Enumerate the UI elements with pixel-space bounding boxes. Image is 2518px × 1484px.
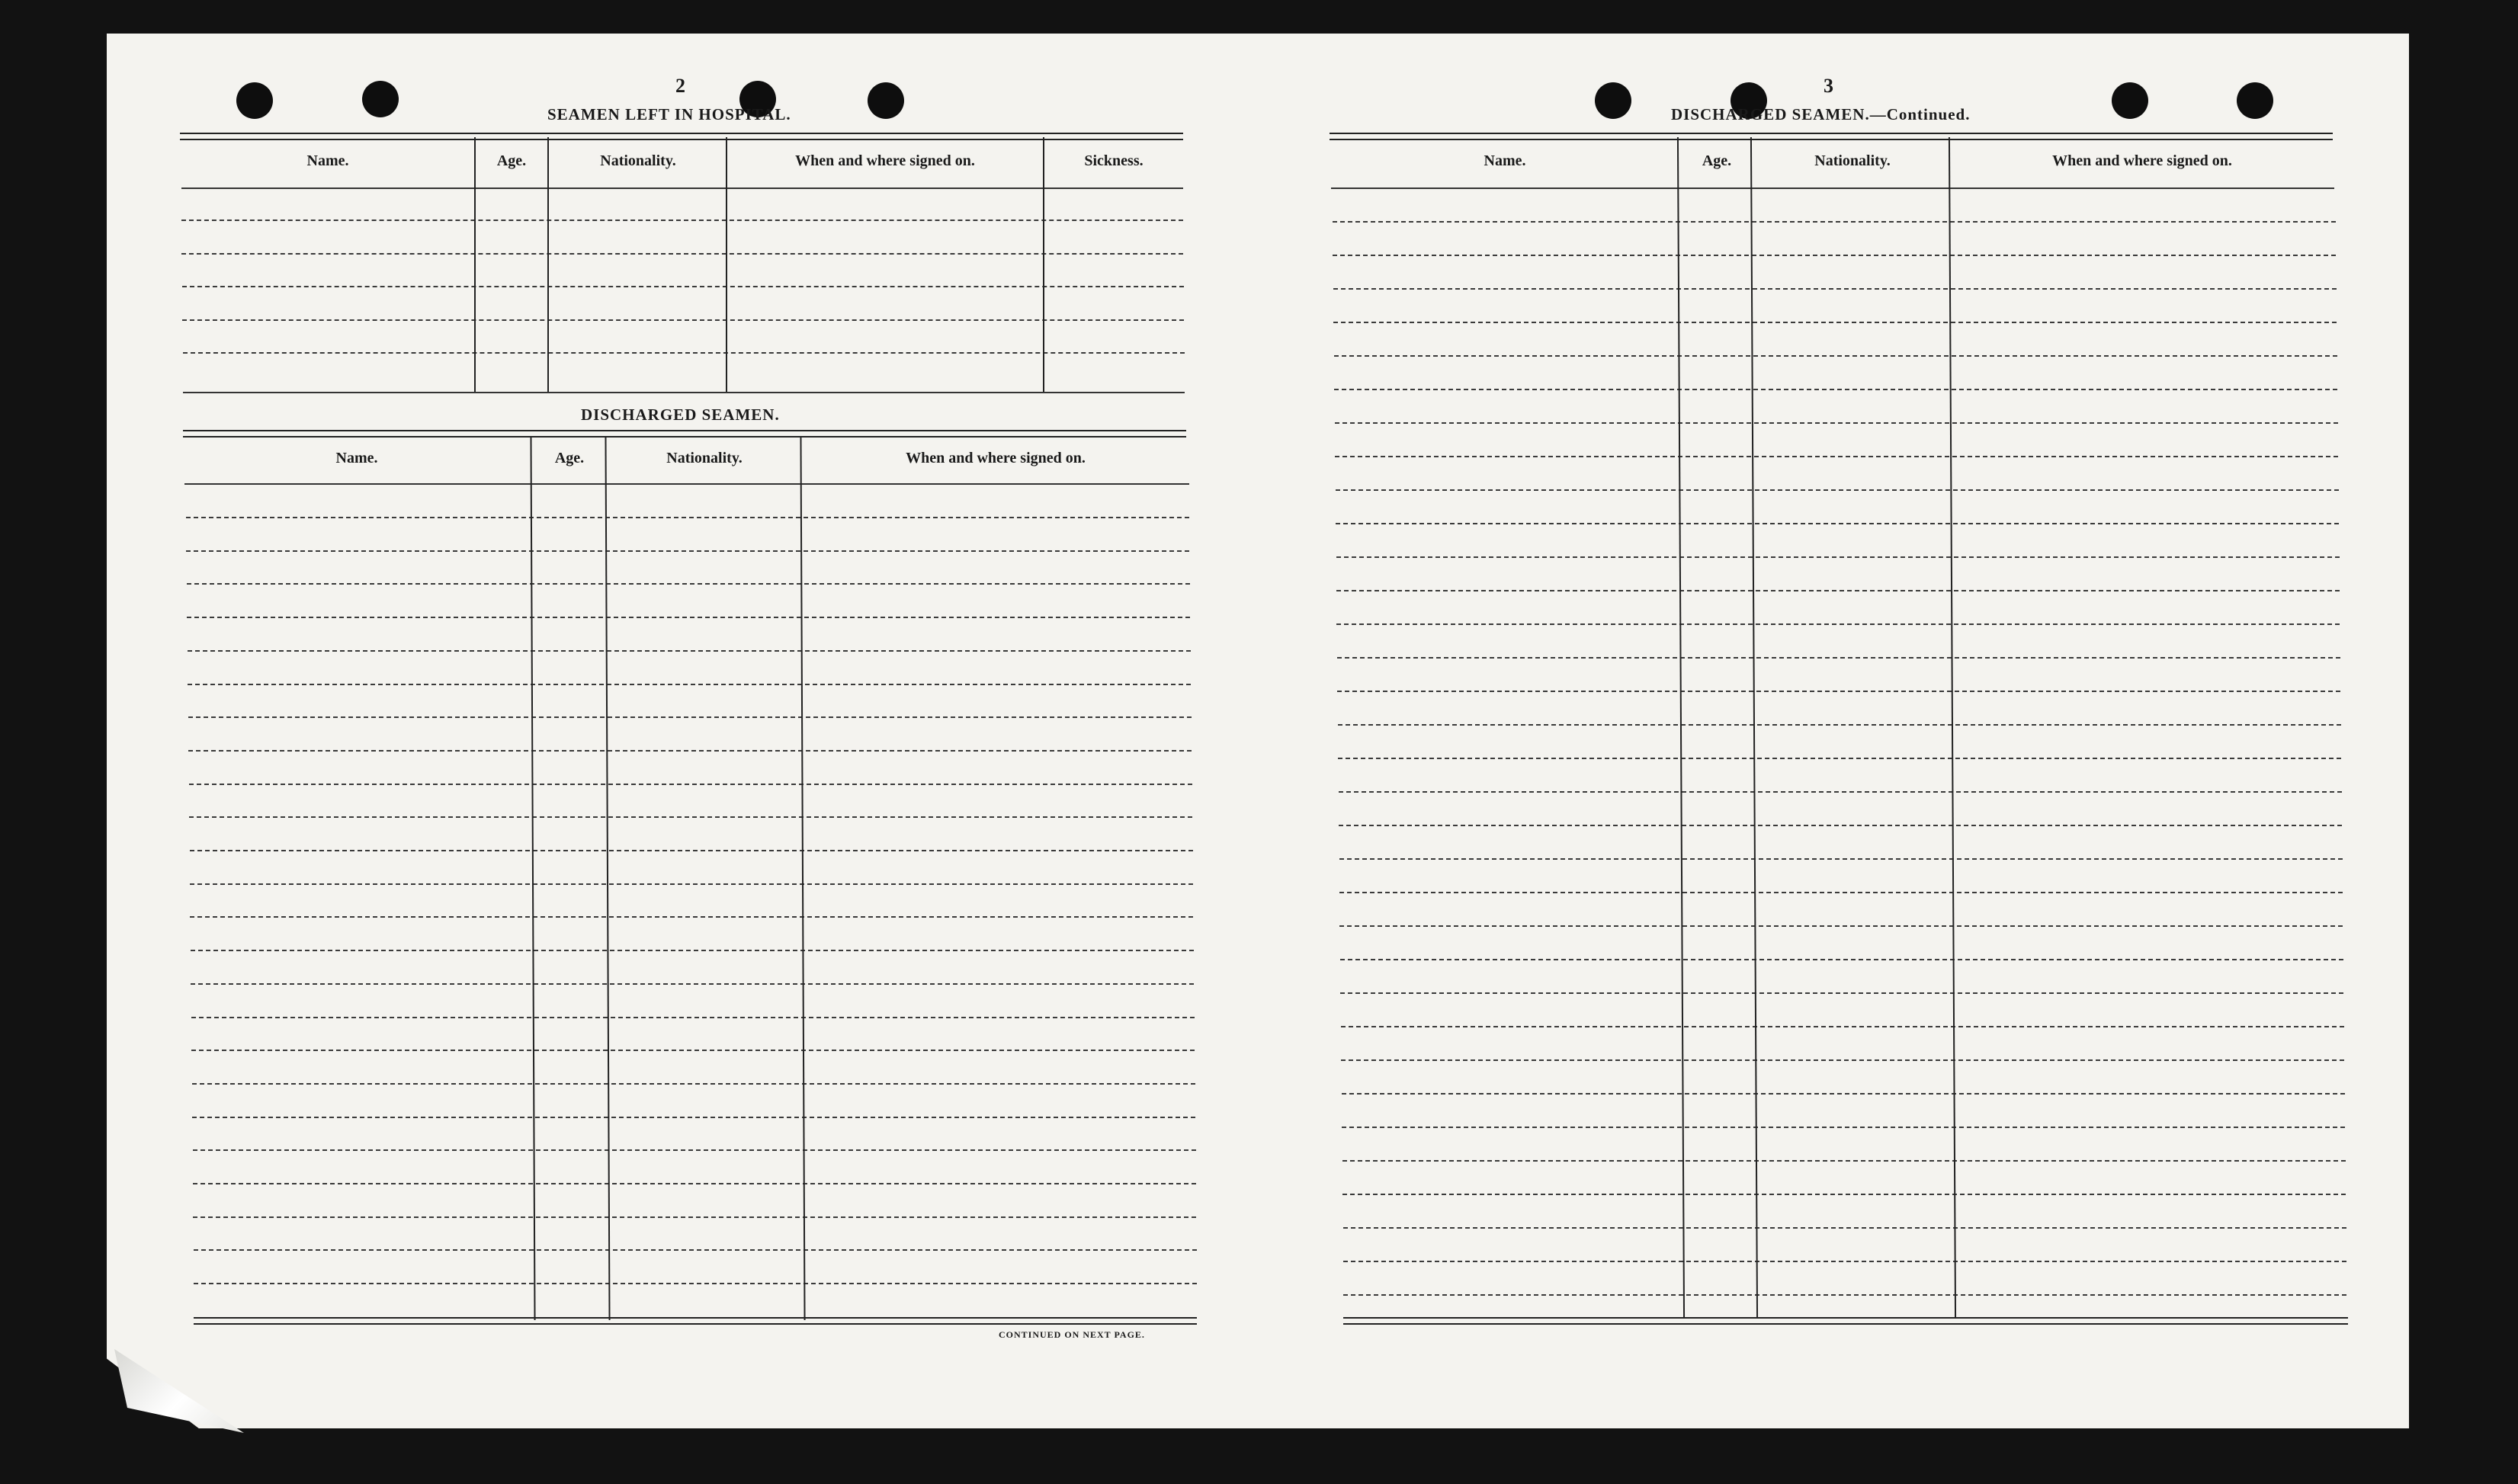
blank-entry-line [192, 1117, 1195, 1118]
hospital-section-title: SEAMEN LEFT IN HOSPITAL. [547, 105, 791, 123]
blank-entry-line [1336, 590, 2340, 591]
blank-entry-line [193, 1183, 1196, 1184]
blank-entry-line [191, 1050, 1195, 1051]
blank-entry-line [1341, 1026, 2344, 1027]
blank-entry-line [1339, 925, 2343, 927]
blank-entry-line [188, 750, 1192, 752]
blank-entry-line [189, 784, 1192, 785]
blank-entry-line [1333, 288, 2337, 290]
continued-note: CONTINUED ON NEXT PAGE. [999, 1329, 1145, 1340]
blank-entry-line [1335, 456, 2338, 457]
blank-entry-line [191, 1017, 1195, 1018]
hospital-col-name: Name. [306, 152, 349, 169]
blank-entry-line [188, 716, 1192, 718]
discharged-section-title: DISCHARGED SEAMEN. [581, 405, 780, 424]
blank-entry-line [1340, 959, 2343, 960]
blank-entry-line [186, 550, 1189, 552]
blank-entry-line [182, 286, 1184, 287]
right-bottom-rule [1343, 1317, 2348, 1325]
blank-entry-line [1342, 1160, 2346, 1162]
hospital-col-age: Age. [496, 152, 527, 169]
blank-entry-line [190, 850, 1193, 851]
hospital-divider [474, 137, 476, 392]
blank-entry-line [1336, 489, 2339, 491]
blank-entry-line [190, 916, 1193, 918]
discharged-top-rule [183, 430, 1186, 438]
blank-entry-line [1336, 556, 2340, 558]
blank-entry-line [193, 1149, 1196, 1151]
discharged-col-nationality: Nationality. [666, 450, 743, 466]
blank-entry-line [190, 883, 1193, 885]
punch-hole [1595, 82, 1631, 119]
blank-entry-line [186, 517, 1189, 518]
blank-entry-line [1338, 724, 2341, 726]
blank-entry-line [1339, 791, 2342, 793]
blank-entry-line [1340, 992, 2343, 994]
right-section-title: DISCHARGED SEAMEN.—Continued. [1671, 105, 1971, 123]
blank-entry-line [1342, 1093, 2345, 1095]
blank-entry-line [181, 220, 1183, 221]
blank-entry-line [188, 684, 1191, 685]
blank-entry-line [194, 1249, 1197, 1251]
blank-entry-line [183, 352, 1185, 354]
blank-entry-line [1342, 1194, 2346, 1195]
punch-hole [362, 81, 399, 117]
hospital-divider [547, 137, 549, 392]
blank-entry-line [188, 650, 1191, 652]
blank-entry-line [191, 950, 1194, 951]
blank-entry-line [192, 1083, 1195, 1085]
blank-entry-line [181, 253, 1183, 255]
blank-entry-line [1338, 758, 2341, 759]
blank-entry-line [1339, 858, 2343, 860]
blank-entry-line [1343, 1261, 2346, 1262]
hospital-col-sickness: Sickness. [1084, 152, 1144, 169]
blank-entry-line [1335, 422, 2338, 424]
blank-entry-line [191, 983, 1194, 985]
hospital-col-nationality: Nationality. [600, 152, 676, 169]
blank-entry-line [1337, 657, 2340, 659]
blank-entry-line [1333, 255, 2336, 256]
blank-entry-line [1334, 355, 2337, 357]
blank-entry-line [1343, 1227, 2346, 1229]
discharged-header-rule [184, 483, 1189, 485]
hospital-col-signed-on: When and where signed on. [795, 152, 975, 169]
blank-entry-line [193, 1216, 1196, 1218]
blank-entry-line [189, 816, 1192, 818]
blank-entry-line [187, 583, 1190, 585]
blank-entry-line [1342, 1127, 2345, 1128]
blank-entry-line [1339, 892, 2343, 893]
blank-entry-line [187, 617, 1190, 618]
hospital-divider [726, 137, 727, 392]
blank-entry-line [1334, 389, 2337, 390]
blank-entry-line [1337, 691, 2340, 692]
hospital-bottom-rule [183, 392, 1185, 393]
right-header-rule [1331, 188, 2334, 189]
discharged-bottom-rule [194, 1317, 1197, 1325]
discharged-col-signed-on: When and where signed on. [906, 450, 1086, 466]
blank-entry-line [1333, 221, 2336, 223]
blank-entry-line [1336, 523, 2339, 524]
blank-entry-line [194, 1283, 1197, 1284]
discharged-col-age: Age. [554, 450, 585, 466]
hospital-top-rule [180, 133, 1183, 140]
right-col-name: Name. [1484, 152, 1526, 169]
punch-hole [868, 82, 904, 119]
blank-entry-line [1333, 322, 2337, 323]
form-sheet [107, 34, 2409, 1428]
hospital-divider [1043, 137, 1044, 392]
left-page-number: 2 [675, 75, 685, 97]
right-col-signed-on: When and where signed on. [2052, 152, 2232, 169]
punch-hole [236, 82, 273, 119]
discharged-col-name: Name. [335, 450, 378, 466]
right-col-nationality: Nationality. [1814, 152, 1891, 169]
right-page-number: 3 [1824, 75, 1833, 97]
punch-hole [2237, 82, 2273, 119]
blank-entry-line [1343, 1294, 2346, 1296]
right-top-rule [1330, 133, 2333, 140]
blank-entry-line [1339, 825, 2342, 826]
blank-entry-line [182, 319, 1184, 321]
blank-entry-line [1341, 1059, 2344, 1061]
punch-hole [2112, 82, 2148, 119]
blank-entry-line [1336, 623, 2340, 625]
hospital-header-rule [181, 188, 1183, 189]
right-col-age: Age. [1702, 152, 1732, 169]
